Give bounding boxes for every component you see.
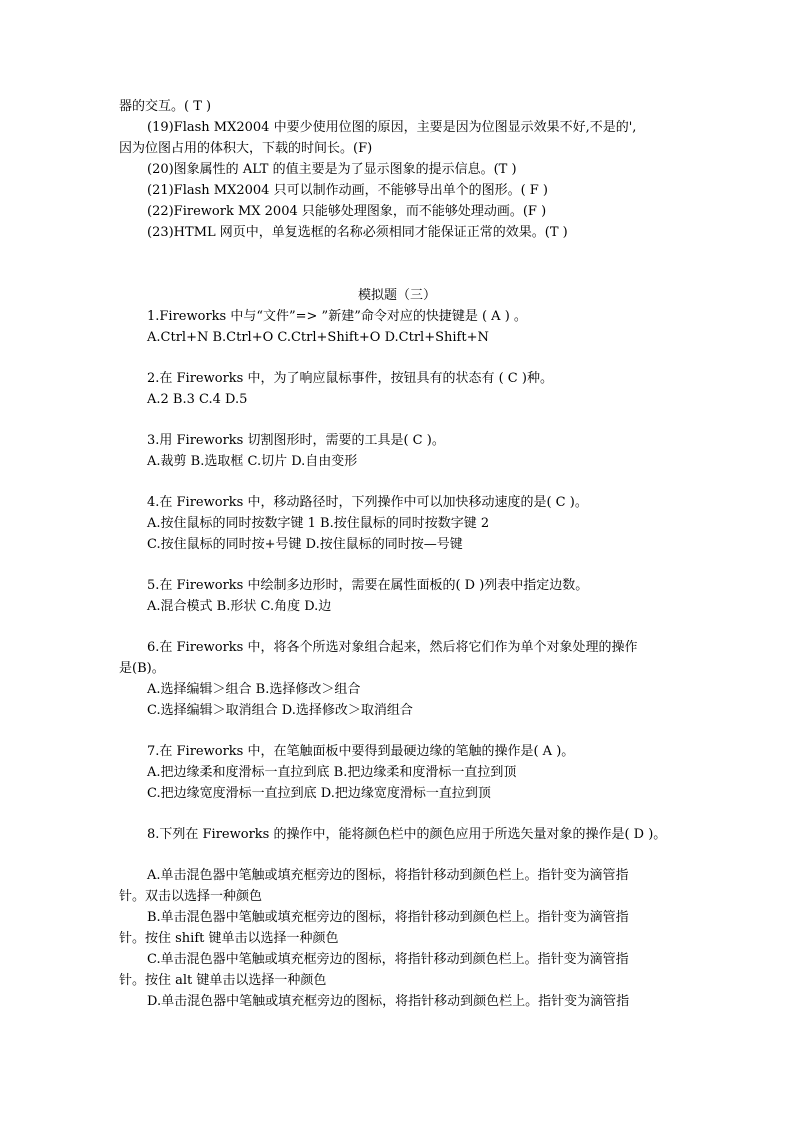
question-options: D.单击混色器中笔触或填充框旁边的图标，将指针移动到颜色栏上。指针变为滴管指 xyxy=(147,994,630,1009)
question-stem: 1.Fireworks 中与“文件”=> ”新建”命令对应的快捷键是 ( A ) 。 xyxy=(147,309,527,324)
question-options: A.Ctrl+N B.Ctrl+O C.Ctrl+Shift+O D.Ctrl+Shift+N xyxy=(147,330,489,345)
question-stem: 是(B)。 xyxy=(119,661,165,676)
question-options: A.按住鼠标的同时按数字键 1 B.按住鼠标的同时按数字键 2 xyxy=(147,516,490,531)
question-stem: 2.在 Fireworks 中，为了响应鼠标事件，按钮具有的状态有 ( C )种。 xyxy=(147,371,553,386)
question-stem: 6.在 Fireworks 中，将各个所选对象组合起来，然后将它们作为单个对象处理的操作 xyxy=(147,640,638,655)
text-line: 器的交互。( T ) xyxy=(119,99,212,114)
question-stem: 7.在 Fireworks 中，在笔触面板中要得到最硬边缘的笔触的操作是( A )。 xyxy=(147,744,575,759)
question-options: B.单击混色器中笔触或填充框旁边的图标，将指针移动到颜色栏上。指针变为滴管指 xyxy=(147,910,629,925)
question-options: A.单击混色器中笔触或填充框旁边的图标，将指针移动到颜色栏上。指针变为滴管指 xyxy=(147,868,629,883)
text-line: (19)Flash MX2004 中要少使用位图的原因，主要是因为位图显示效果不好,不是的', xyxy=(147,120,637,135)
question-options: 针。按住 alt 键单击以选择一种颜色 xyxy=(119,973,327,988)
question-options: 针。按住 shift 键单击以选择一种颜色 xyxy=(119,931,339,946)
question-stem: 5.在 Fireworks 中绘制多边形时，需要在属性面板的( D )列表中指定边数。 xyxy=(147,578,589,593)
question-options: A.裁剪 B.选取框 C.切片 D.自由变形 xyxy=(147,454,358,469)
text-line: (21)Flash MX2004 只可以制作动画，不能够导出单个的图形。( F ) xyxy=(147,183,549,198)
question-options: C.按住鼠标的同时按+号键 D.按住鼠标的同时按—号键 xyxy=(147,537,463,552)
question-stem: 4.在 Fireworks 中，移动路径时，下列操作中可以加快移动速度的是( C )。 xyxy=(147,495,588,510)
question-options: 针。双击以选择一种颜色 xyxy=(119,889,263,904)
question-stem: 3.用 Fireworks 切割图形时，需要的工具是( C )。 xyxy=(147,433,445,448)
question-stem: 8.下列在 Fireworks 的操作中，能将颜色栏中的颜色应用于所选矢量对象的操作是( D )。 xyxy=(147,827,667,842)
question-options: A.把边缘柔和度滑标一直拉到底 B.把边缘柔和度滑标一直拉到顶 xyxy=(147,765,517,780)
question-options: A.选择编辑＞组合 B.选择修改＞组合 xyxy=(147,682,361,697)
text-line: 因为位图占用的体积大，下载的时间长。(F) xyxy=(119,141,373,156)
question-options: A.2 B.3 C.4 D.5 xyxy=(147,392,248,407)
text-line: (23)HTML 网页中，单复选框的名称必须相同才能保证正常的效果。(T ) xyxy=(147,225,568,240)
question-options: C.把边缘宽度滑标一直拉到底 D.把边缘宽度滑标一直拉到顶 xyxy=(147,786,491,801)
question-options: C.选择编辑＞取消组合 D.选择修改＞取消组合 xyxy=(147,703,413,718)
text-line: (20)图象属性的 ALT 的值主要是为了显示图象的提示信息。(T ) xyxy=(147,162,517,177)
question-options: A.混合模式 B.形状 C.角度 D.边 xyxy=(147,599,332,614)
question-options: C.单击混色器中笔触或填充框旁边的图标，将指针移动到颜色栏上。指针变为滴管指 xyxy=(147,952,629,967)
text-line: (22)Firework MX 2004 只能够处理图象，而不能够处理动画。(F ) xyxy=(147,204,547,219)
section-title: 模拟题（三） xyxy=(357,288,436,303)
